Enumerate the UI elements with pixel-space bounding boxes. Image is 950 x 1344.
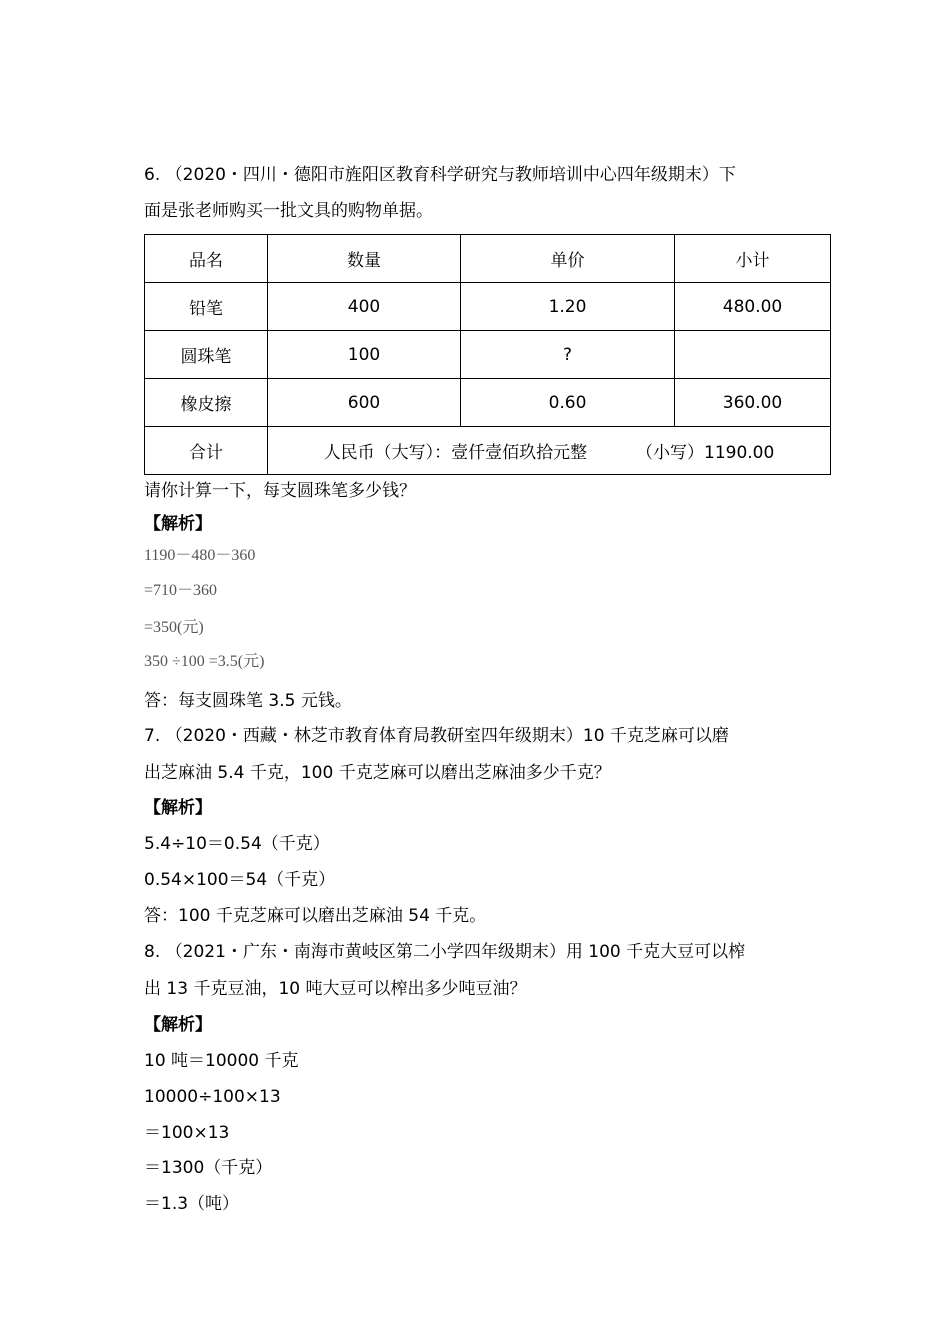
- total-lower: （小写）1190.00: [636, 443, 775, 463]
- q8-analysis-label: 【解析】: [144, 1015, 212, 1035]
- table-cell: 1.20: [461, 283, 675, 331]
- q6-question: 请你计算一下，每支圆珠笔多少钱？: [144, 481, 416, 501]
- q6-answer: 答：每支圆珠笔 3.5 元钱。: [144, 691, 352, 711]
- table-header-cell: 单价: [461, 235, 675, 283]
- table-row: [145, 283, 831, 331]
- table-header-row: [145, 235, 831, 283]
- total-label-cell: 合计: [145, 427, 268, 475]
- table-cell: 圆珠笔: [145, 331, 268, 379]
- q6-step: 1190－480－360: [144, 547, 256, 564]
- table-header-cell: 小计: [675, 235, 831, 283]
- q8-text-line2: 出 13 千克豆油，10 吨大豆可以榨出多少吨豆油？: [144, 979, 527, 999]
- q6-step: 350 ÷100 =3.5(元): [144, 653, 265, 670]
- q8-step: ＝100×13: [144, 1123, 230, 1143]
- q8-step: 10 吨＝10000 千克: [144, 1051, 299, 1071]
- table-cell: 0.60: [461, 379, 675, 427]
- table-header-cell: 品名: [145, 235, 268, 283]
- table-row: [145, 379, 831, 427]
- table-row: [145, 331, 831, 379]
- q8-text-line1: 8. （2021・广东・南海市黄岐区第二小学四年级期末）用 100 千克大豆可以榨: [144, 942, 746, 962]
- table-cell: [675, 331, 831, 379]
- q7-analysis-label: 【解析】: [144, 798, 212, 818]
- q8-step: ＝1300（千克）: [144, 1158, 273, 1178]
- q7-text-line1: 7. （2020・西藏・林芝市教育体育局教研室四年级期末）10 千克芝麻可以磨: [144, 726, 729, 746]
- total-value-cell: [268, 427, 831, 475]
- table-cell: 铅笔: [145, 283, 268, 331]
- q6-step: =350(元): [144, 619, 204, 636]
- q7-answer: 答：100 千克芝麻可以磨出芝麻油 54 千克。: [144, 906, 487, 926]
- total-upper: 人民币（大写）：壹仟壹佰玖拾元整: [323, 443, 588, 463]
- q7-text-line2: 出芝麻油 5.4 千克，100 千克芝麻可以磨出芝麻油多少千克？: [144, 763, 611, 783]
- q6-text-line1: 6. （2020・四川・德阳市旌阳区教育科学研究与教师培训中心四年级期末）下: [144, 165, 736, 185]
- table-total-row: [145, 427, 831, 475]
- q8-step: ＝1.3（吨）: [144, 1194, 240, 1214]
- table-cell: 100: [268, 331, 461, 379]
- q7-step: 5.4÷10＝0.54（千克）: [144, 834, 330, 854]
- table-cell: ?: [461, 331, 675, 379]
- table-cell: 600: [268, 379, 461, 427]
- table-cell: 400: [268, 283, 461, 331]
- q7-step: 0.54×100＝54（千克）: [144, 870, 336, 890]
- q6-analysis-label: 【解析】: [144, 514, 212, 534]
- table-cell: 橡皮擦: [145, 379, 268, 427]
- table-cell: 360.00: [675, 379, 831, 427]
- table-header-cell: 数量: [268, 235, 461, 283]
- q6-text-line2: 面是张老师购买一批文具的购物单据。: [144, 201, 433, 221]
- q8-step: 10000÷100×13: [144, 1087, 281, 1107]
- q6-step: =710－360: [144, 582, 218, 599]
- table-cell: 480.00: [675, 283, 831, 331]
- receipt-table: [144, 234, 831, 475]
